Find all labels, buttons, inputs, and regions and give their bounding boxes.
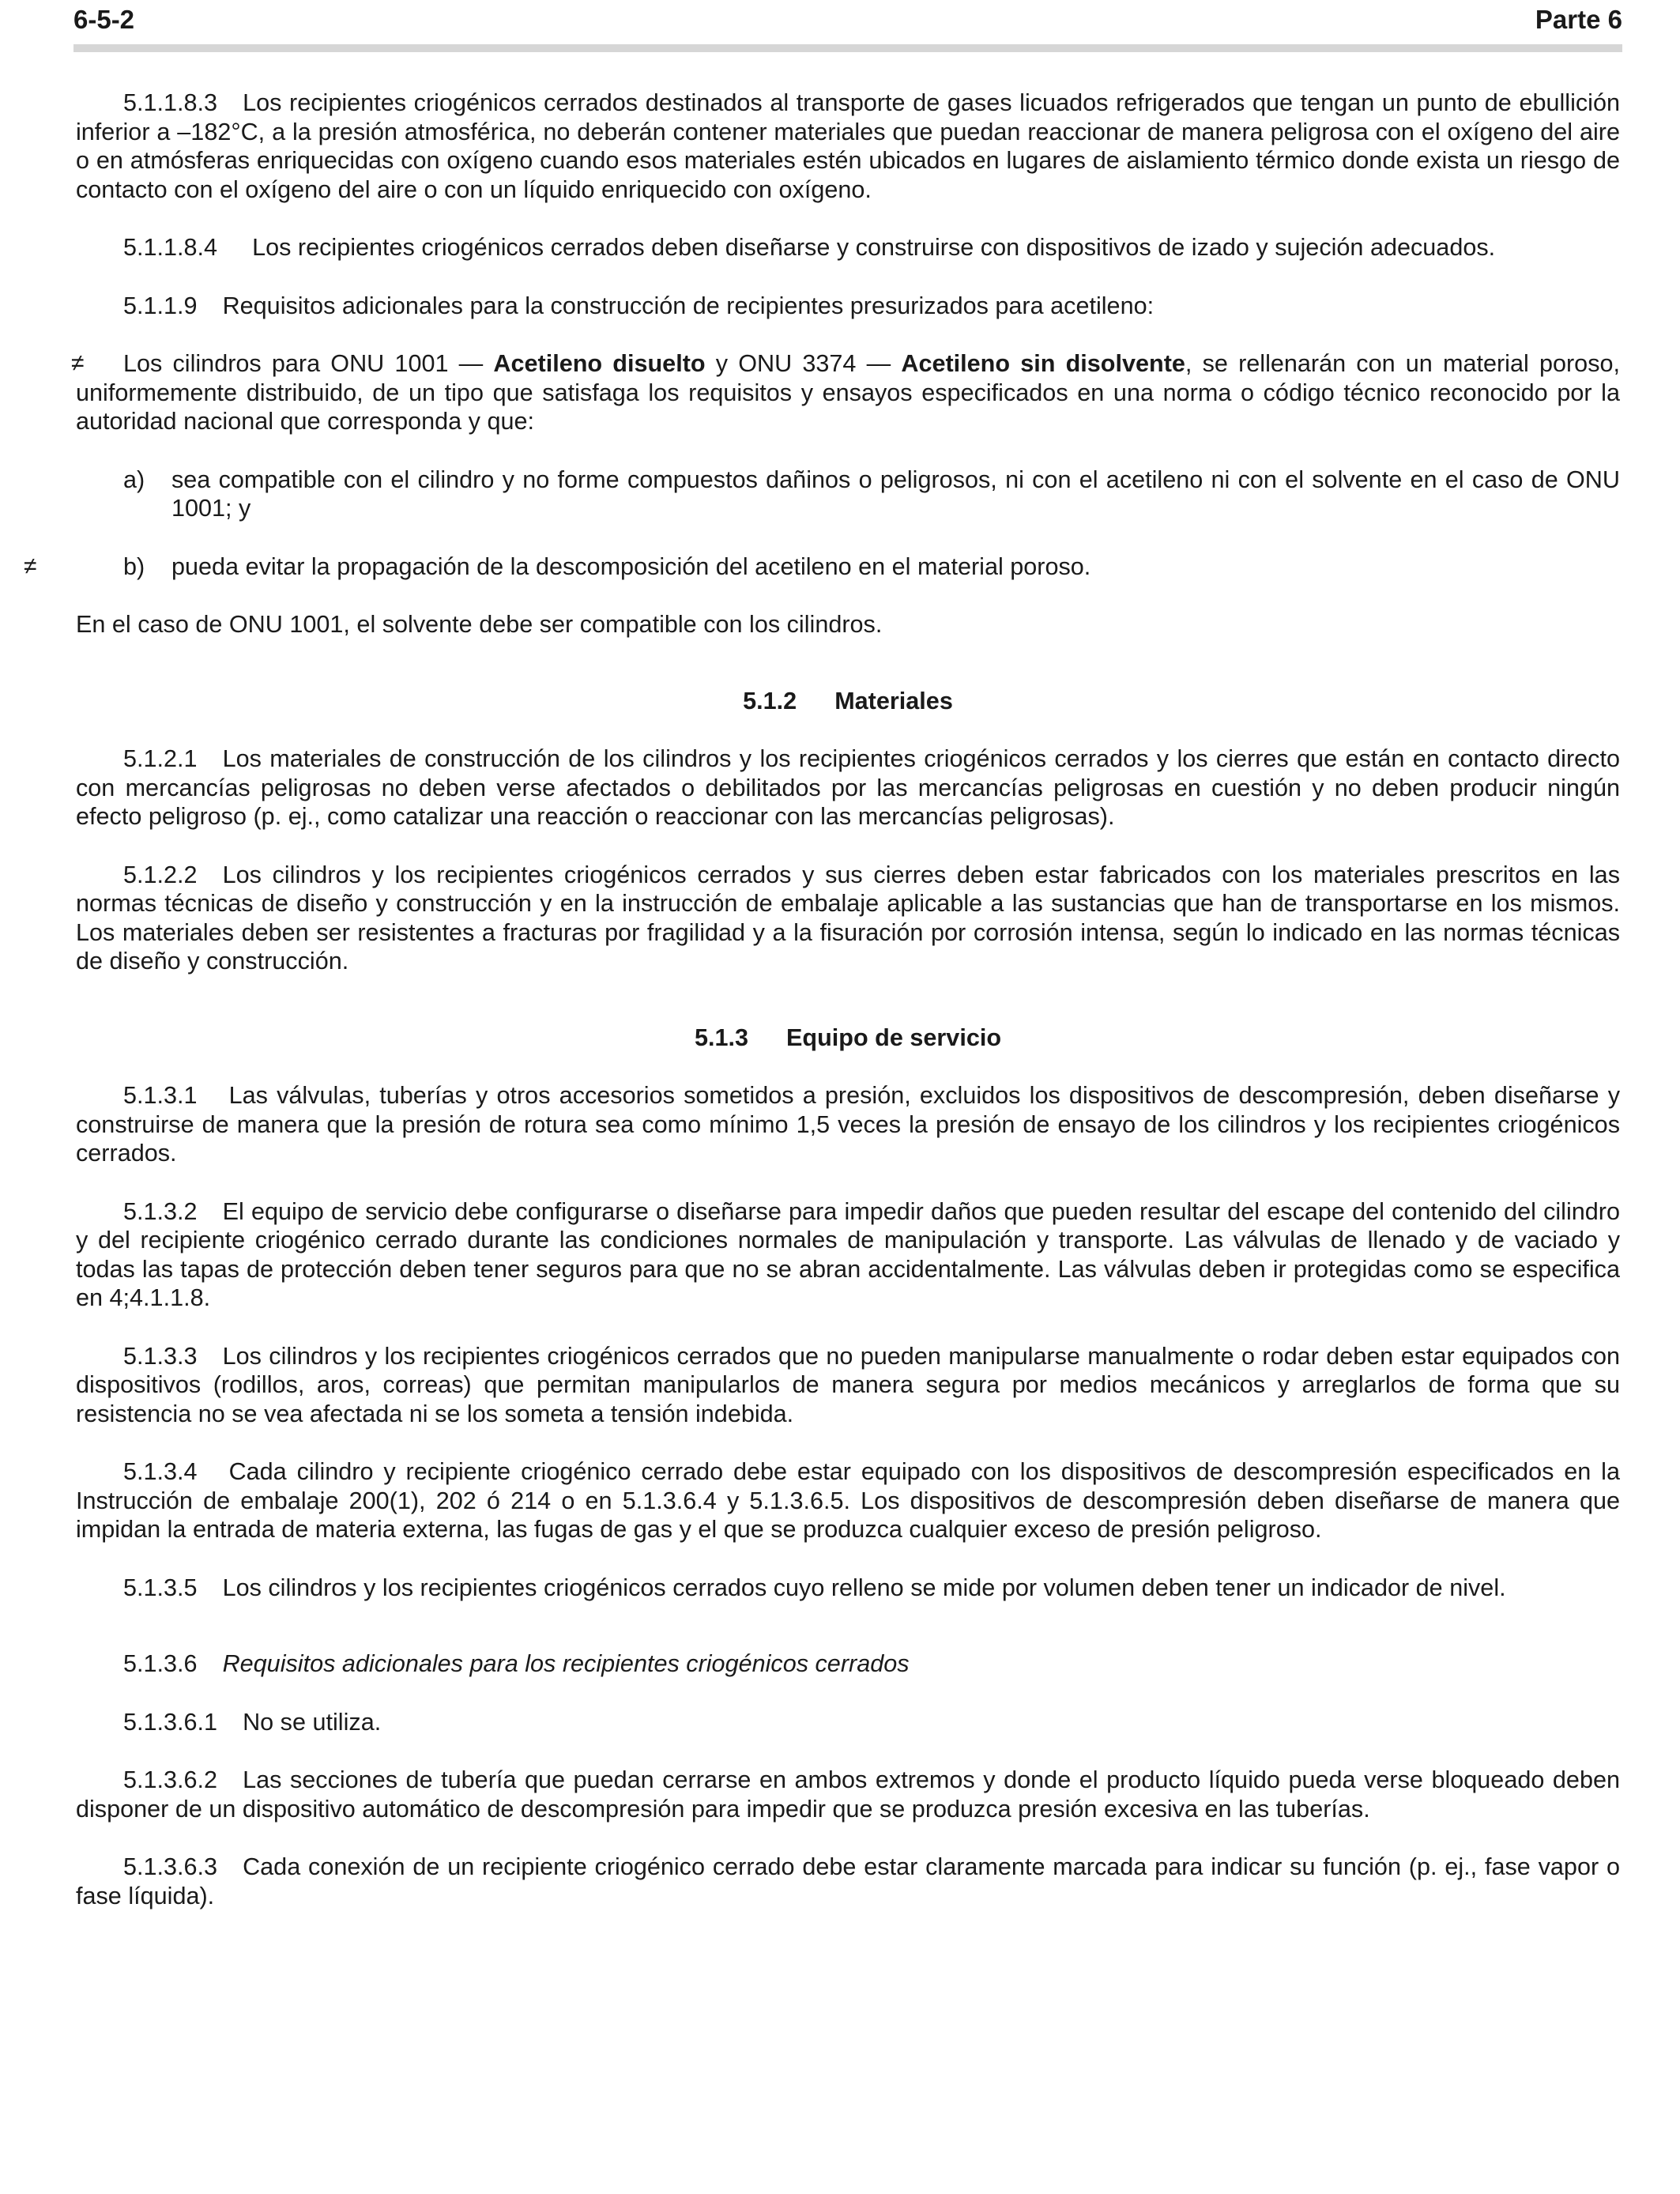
section-number: 5.1.2.2 [123, 861, 198, 888]
list-item-text: pueda evitar la propagación de la descomposición del acetileno en el material poroso. [171, 552, 1091, 580]
paragraph-5-1-3-4 [76, 1457, 1620, 1544]
section-number: 5.1.3.6.3 [123, 1853, 218, 1880]
paragraph-text: Los cilindros y los recipientes criogénicos cerrados que no pueden manipularse manualmente o rodar deben estar equipados con dispositivos (rodillos, aros, correas) que permitan manipularlos de manera segura por medios mecánicos y arreglarlos de forma que su resistencia no se vea afectada ni se los someta a tensión indebida. [76, 1342, 1620, 1427]
paragraph-text: , se rellenarán con un material poroso, uniformemente distribuido, de un tipo que satisfaga los requisitos y ensayos especificados en una norma o código técnico reconocido por la autoridad nacional que corresponda y que: [76, 350, 1621, 435]
paragraph-5-1-1-8-3 [76, 89, 1620, 204]
paragraph-5-1-3-3 [76, 1342, 1620, 1429]
page-header [73, 2, 1622, 47]
paragraph-text: Requisitos adicionales para la construcción de recipientes presurizados para acetileno: [222, 292, 1155, 319]
section-number: 5.1.3.6 [123, 1650, 198, 1677]
paragraph-5-1-3-2 [76, 1197, 1620, 1313]
list-marker: a) [123, 466, 145, 493]
paragraph-text: Cada conexión de un recipiente criogénico cerrado debe estar claramente marcada para indicar su función (p. ej., fase vapor o fase líquida). [76, 1853, 1620, 1909]
paragraph-5-1-3-6 [76, 1649, 1620, 1679]
list-item-text: sea compatible con el cilindro y no forme compuestos dañinos o peligrosos, ni con el acetileno ni con el solvente en el caso de ONU 1001; y [171, 466, 1620, 522]
section-number: 5.1.1.8.3 [123, 89, 218, 116]
paragraph-text: Los recipientes criogénicos cerrados deben diseñarse y construirse con dispositivos de izado y sujeción adecuados. [252, 234, 1496, 261]
paragraph-text: y ONU 3374 — [705, 350, 902, 377]
part-label: Parte 6 [1535, 5, 1622, 34]
paragraph-5-1-2-1 [76, 745, 1620, 831]
change-mark: ≠ [24, 552, 37, 579]
section-number: 5.1.1.8.4 [123, 234, 218, 261]
section-number: 5.1.2.1 [123, 745, 198, 772]
section-number: 5.1.3.2 [123, 1197, 198, 1225]
paragraph-text: Las secciones de tubería que puedan cerrarse en ambos extremos y donde el producto líquido pueda verse bloqueado deben disponer de un dispositivo automático de descompresión para impedir que se produzca presión excesiva en las tuberías. [76, 1766, 1620, 1823]
paragraph-text: Cada cilindro y recipiente criogénico cerrado debe estar equipado con los dispositivos de descompresión especificados en la Instrucción de embalaje 200(1), 202 ó 214 o en 5.1.3.6.4 y 5.1.3.6.5. Los dispositivos de descompresión deben diseñarse de manera que impidan la entrada de materia externa, las fugas de gas y el que se produzca cualquier exceso de presión peligroso. [76, 1458, 1620, 1543]
paragraph-5-1-2-2 [76, 861, 1620, 976]
bold-term: Acetileno sin disolvente [901, 350, 1185, 377]
heading-text: Equipo de servicio [786, 1023, 1002, 1051]
paragraph-5-1-3-6-2 [76, 1766, 1620, 1823]
paragraph-text: El equipo de servicio debe configurarse o diseñarse para impedir daños que pueden resultar del escape del contenido del cilindro y del recipiente criogénico cerrado durante las condiciones normales de manipulación y transporte. Las válvulas de llenado y de vaciado y todas las tapas de protección deben tener seguros para que no se abran accidentalmente. Las válvulas deben ir protegidas como se especifica en 4;4.1.1.8. [76, 1197, 1620, 1311]
paragraph-text: Los cilindros y los recipientes criogénicos cerrados y sus cierres deben estar fabricados con los materiales prescritos en las normas técnicas de diseño y construcción y en la instrucción de embalaje aplicable a las sustancias que han de transportarse en los mismos. Los materiales deben ser resistentes a fracturas por fragilidad y a la fisuración por corrosión intensa, según lo indicado en las normas técnicas de diseño y construcción. [76, 861, 1620, 974]
section-number: 5.1.3.5 [123, 1574, 198, 1601]
paragraph-text: Los materiales de construcción de los cilindros y los recipientes criogénicos cerrados y los cierres que están en contacto directo con mercancías peligrosas no deben verse afectados o debilitados por las mercancías peligrosas en cuestión y no deben producir ningún efecto peligroso (p. ej., como catalizar una reacción o reaccionar con las mercancías peligrosas). [76, 745, 1620, 830]
list-item-b [24, 552, 1620, 582]
paragraph-text: Las válvulas, tuberías y otros accesorios sometidos a presión, excluidos los dispositivos de descompresión, deben diseñarse y construirse de manera que la presión de rotura sea como mínimo 1,5 veces la presión de ensayo de los cilindros y los recipientes criogénicos cerrados. [76, 1082, 1620, 1167]
section-heading-materiales [76, 687, 1620, 716]
paragraph-5-1-3-5 [76, 1574, 1620, 1603]
paragraph-text: No se utiliza. [243, 1708, 382, 1736]
paragraph-solvent [76, 610, 1620, 639]
section-number: 5.1.3.4 [123, 1458, 198, 1485]
paragraph-5-1-3-6-1 [76, 1708, 1620, 1737]
paragraph-5-1-3-1 [76, 1081, 1620, 1168]
section-heading-equipo-de-servicio [76, 1023, 1620, 1053]
heading-number: 5.1.2 [743, 687, 797, 714]
heading-number: 5.1.3 [694, 1023, 749, 1051]
list-marker: b) [123, 552, 145, 580]
section-number: 5.1.3.6.2 [123, 1766, 218, 1793]
section-number: 5.1.3.1 [123, 1082, 198, 1109]
change-mark: ≠ [71, 350, 85, 376]
document-body [24, 89, 1621, 1940]
section-number: 5.1.3.6.1 [123, 1708, 218, 1736]
paragraph-text: Los recipientes criogénicos cerrados destinados al transporte de gases licuados refrigerados que tengan un punto de ebullición inferior a –182°C, a la presión atmosférica, no deberán contener materiales que puedan reaccionar de manera peligrosa con el oxígeno del aire o en atmósferas enriquecidas con oxígeno cuando esos materiales estén ubicados en lugares de aislamiento térmico donde exista un riesgo de contacto con el oxígeno del aire o con un líquido enriquecido con oxígeno. [76, 89, 1620, 203]
paragraph-5-1-3-6-3 [76, 1853, 1620, 1910]
section-number: 5.1.3.3 [123, 1342, 198, 1370]
paragraph-5-1-1-8-4 [76, 233, 1620, 262]
paragraph-text: Requisitos adicionales para los recipientes criogénicos cerrados [222, 1650, 910, 1677]
heading-text: Materiales [834, 687, 953, 714]
paragraph-text: En el caso de ONU 1001, el solvente debe ser compatible con los cilindros. [76, 611, 883, 638]
section-number: 5.1.1.9 [123, 292, 198, 319]
paragraph-acetylene-cylinders [71, 349, 1621, 436]
paragraph-5-1-1-9 [76, 292, 1620, 321]
paragraph-text: Los cilindros para ONU 1001 — [123, 350, 494, 377]
list-item-a [76, 466, 1620, 523]
header-rule [73, 44, 1622, 52]
bold-term: Acetileno disuelto [493, 350, 706, 377]
page-number: 6-5-2 [73, 5, 135, 34]
paragraph-text: Los cilindros y los recipientes criogénicos cerrados cuyo relleno se mide por volumen deben tener un indicador de nivel. [222, 1574, 1506, 1601]
